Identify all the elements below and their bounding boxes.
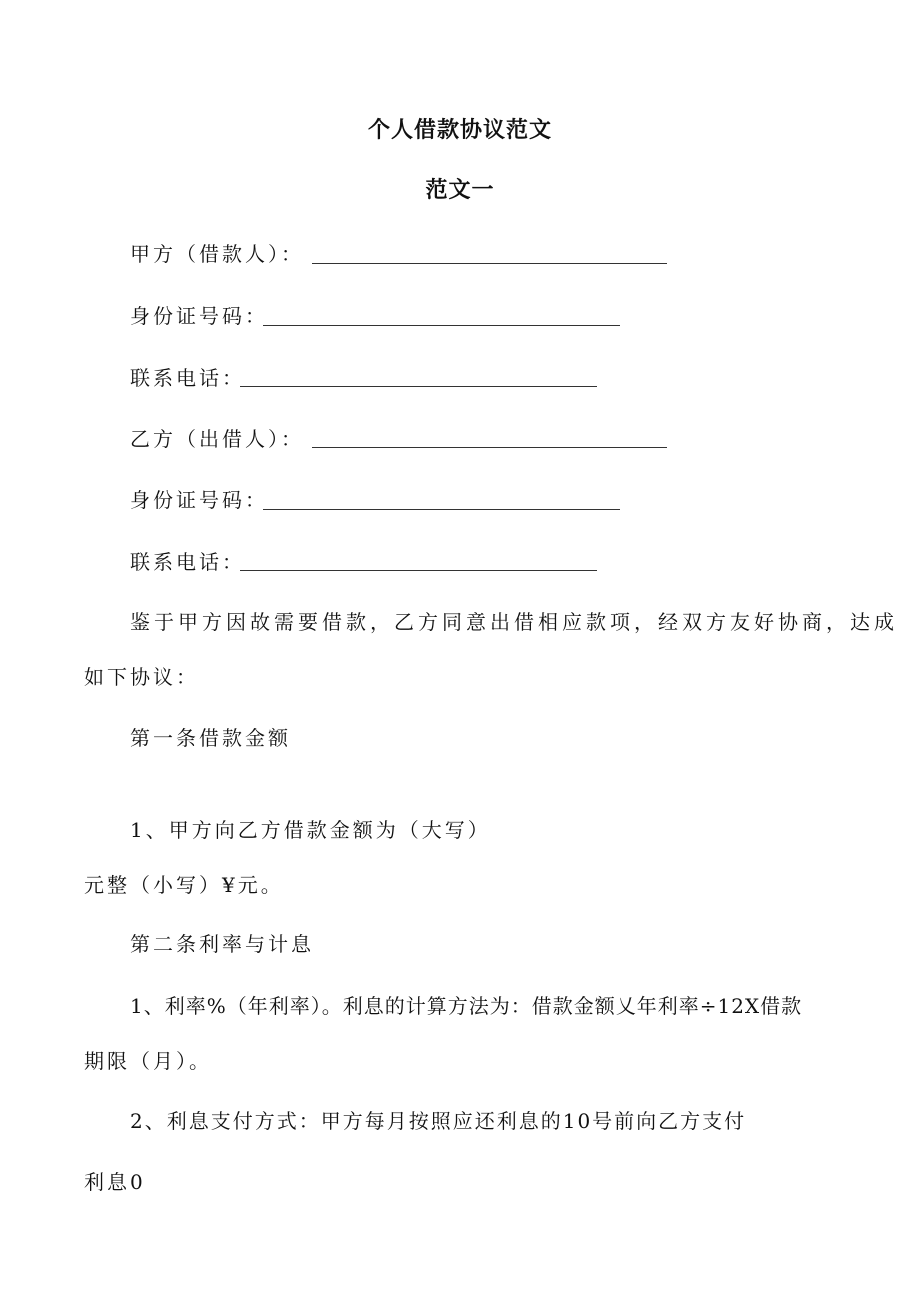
article-1-heading: 第一条借款金额	[130, 726, 291, 750]
party-b-id-label: 身份证号码：	[130, 488, 268, 512]
party-a-label: 甲方（借款人）：	[130, 242, 304, 266]
article-1-item-1-line-1: 1、甲方向乙方借款金额为（大写）	[130, 818, 491, 842]
article-1-item-1-line-2: 元整（小写）¥元。	[84, 873, 284, 897]
article-2-heading: 第二条利率与计息	[130, 932, 314, 956]
article-2-item-2-line-1: 2、利息支付方式：甲方每月按照应还利息的10号前向乙方支付	[130, 1109, 747, 1133]
party-a-blank[interactable]	[312, 263, 667, 264]
party-a-id-label: 身份证号码：	[130, 304, 268, 328]
article-2-item-2-line-2: 利息0	[84, 1170, 146, 1194]
party-a-phone-label: 联系电话：	[130, 366, 245, 390]
party-b-phone-label: 联系电话：	[130, 550, 245, 574]
preamble-line-2: 如下协议：	[84, 665, 199, 689]
party-a-id-blank[interactable]	[263, 325, 620, 326]
article-2-item-1-line-1: 1、利率%（年利率）。利息的计算方法为：借款金额乂年利率÷12X借款	[130, 994, 803, 1018]
document-subtitle: 范文一	[425, 178, 495, 203]
preamble-line-1: 鉴于甲方因故需要借款，乙方同意出借相应款项，经双方友好协商，达成	[130, 610, 898, 634]
party-b-phone-blank[interactable]	[240, 570, 597, 571]
party-b-id-blank[interactable]	[263, 509, 620, 510]
party-b-label: 乙方（出借人）：	[130, 427, 304, 451]
party-a-phone-blank[interactable]	[240, 386, 597, 387]
party-b-blank[interactable]	[312, 447, 667, 448]
document-title: 个人借款协议范文	[367, 118, 552, 143]
article-2-item-1-line-2: 期限（月）。	[84, 1049, 212, 1073]
